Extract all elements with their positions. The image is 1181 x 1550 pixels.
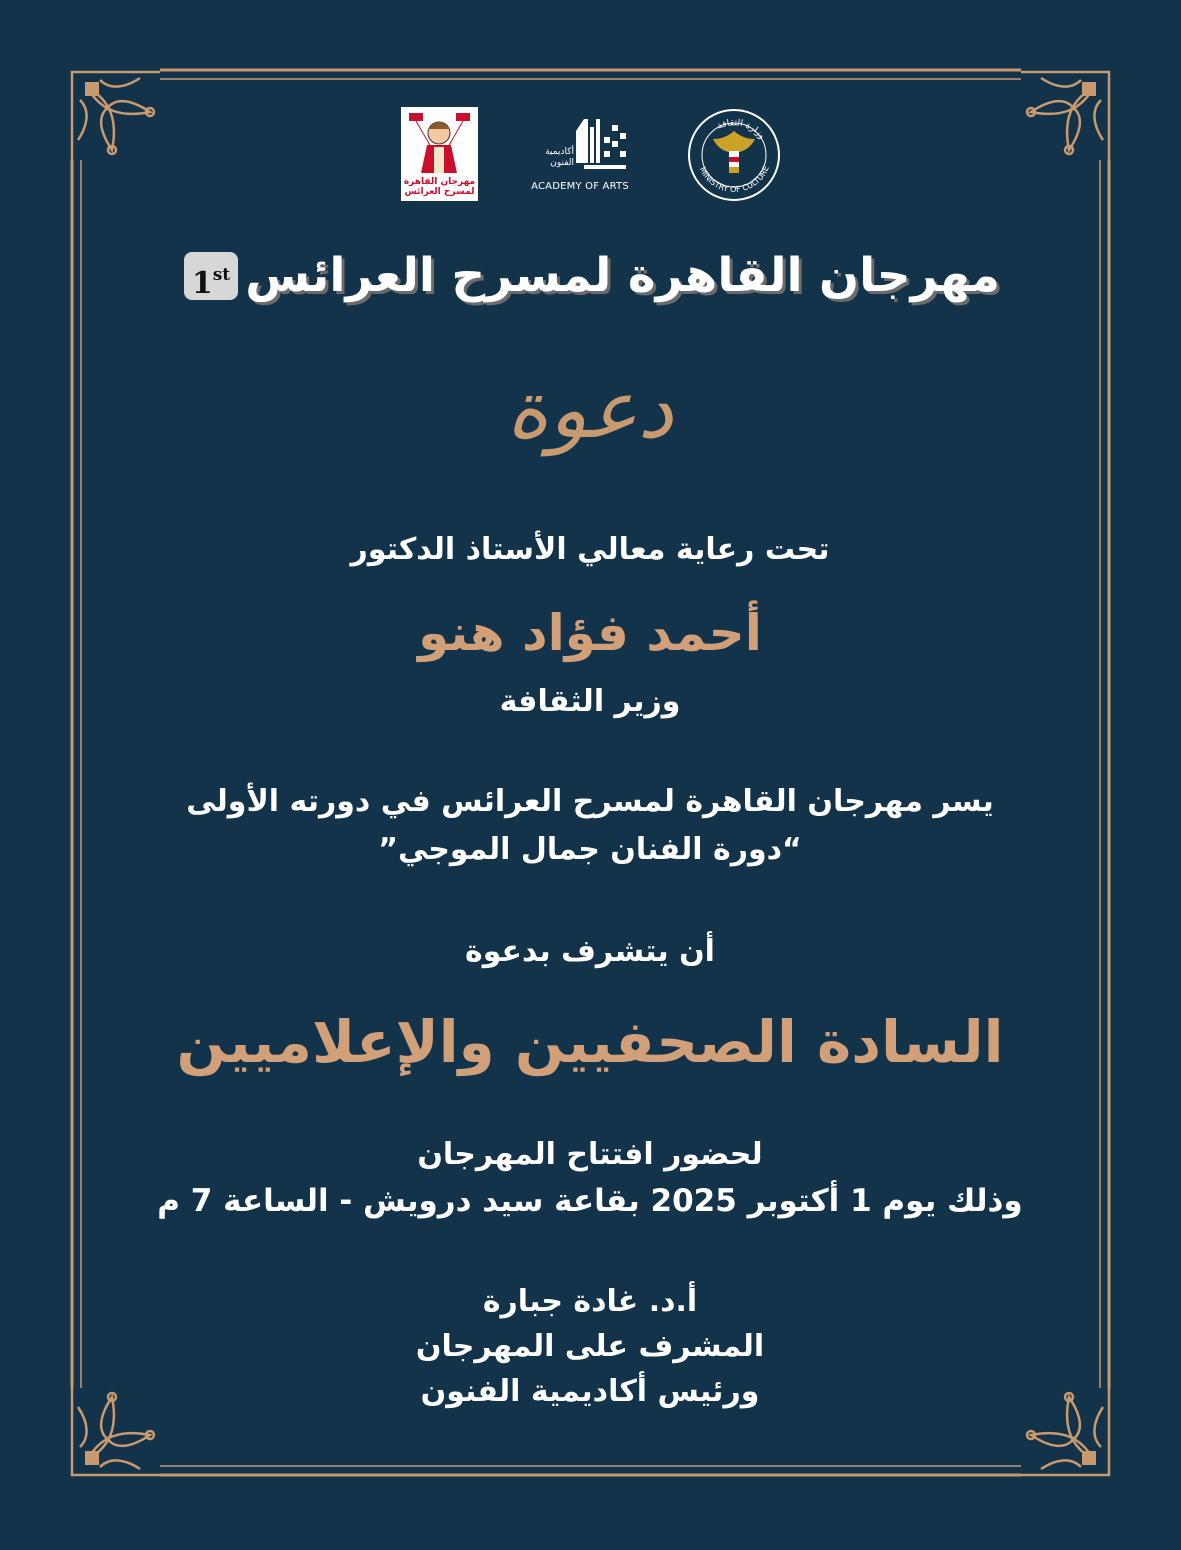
invited-guests: السادة الصحفيين والإعلاميين xyxy=(176,1008,1004,1076)
patron-role: وزير الثقافة xyxy=(499,684,681,719)
ministry-of-culture-logo xyxy=(683,107,785,203)
invite-intro: أن يتشرف بدعوة xyxy=(465,934,715,969)
ministry-seal-icon xyxy=(683,107,785,203)
event-purpose: لحضور افتتاح المهرجان xyxy=(417,1137,763,1172)
festival-logo xyxy=(401,107,478,201)
edition-badge xyxy=(184,252,238,300)
host-line-1: يسر مهرجان القاهرة لمسرح العرائس في دورته الأولى xyxy=(186,784,994,819)
edition-number: 1 xyxy=(191,266,213,301)
festival-title-row xyxy=(160,238,1020,318)
academy-english-name: ACADEMY OF ARTS xyxy=(531,181,629,192)
signatory-title-1: المشرف على المهرجان xyxy=(415,1329,765,1364)
puppet-icon xyxy=(401,107,478,177)
academy-of-arts-logo xyxy=(524,117,636,195)
signatory-title-2: ورئيس أكاديمية الفنون xyxy=(420,1374,760,1409)
academy-arabic-name: أكاديمية الفنون xyxy=(545,147,574,168)
festival-title: مهرجان القاهرة لمسرح العرائس xyxy=(245,248,1000,303)
signatory-name: أ.د. غادة جبارة xyxy=(482,1284,698,1319)
logo-strip xyxy=(0,0,1181,220)
ministry-english-name: MINISTRY OF CULTURE xyxy=(697,164,771,195)
patron-intro: تحت رعاية معالي الأستاذ الدكتور xyxy=(350,532,830,567)
invitation-calligraphy: دعوة xyxy=(506,363,674,456)
festival-logo-text: مهرجان القاهرة لمسرح العرائس xyxy=(403,177,476,197)
event-details: وذلك يوم 1 أكتوبر 2025 بقاعة سيد درويش - الساعة 7 م xyxy=(157,1183,1023,1219)
edition-suffix: st xyxy=(212,265,231,285)
host-line-2: “دورة الفنان جمال الموجي” xyxy=(378,832,802,867)
patron-name: أحمد فؤاد هنو xyxy=(418,604,762,662)
ministry-arabic-name: وزارة الثقافة xyxy=(715,118,767,142)
